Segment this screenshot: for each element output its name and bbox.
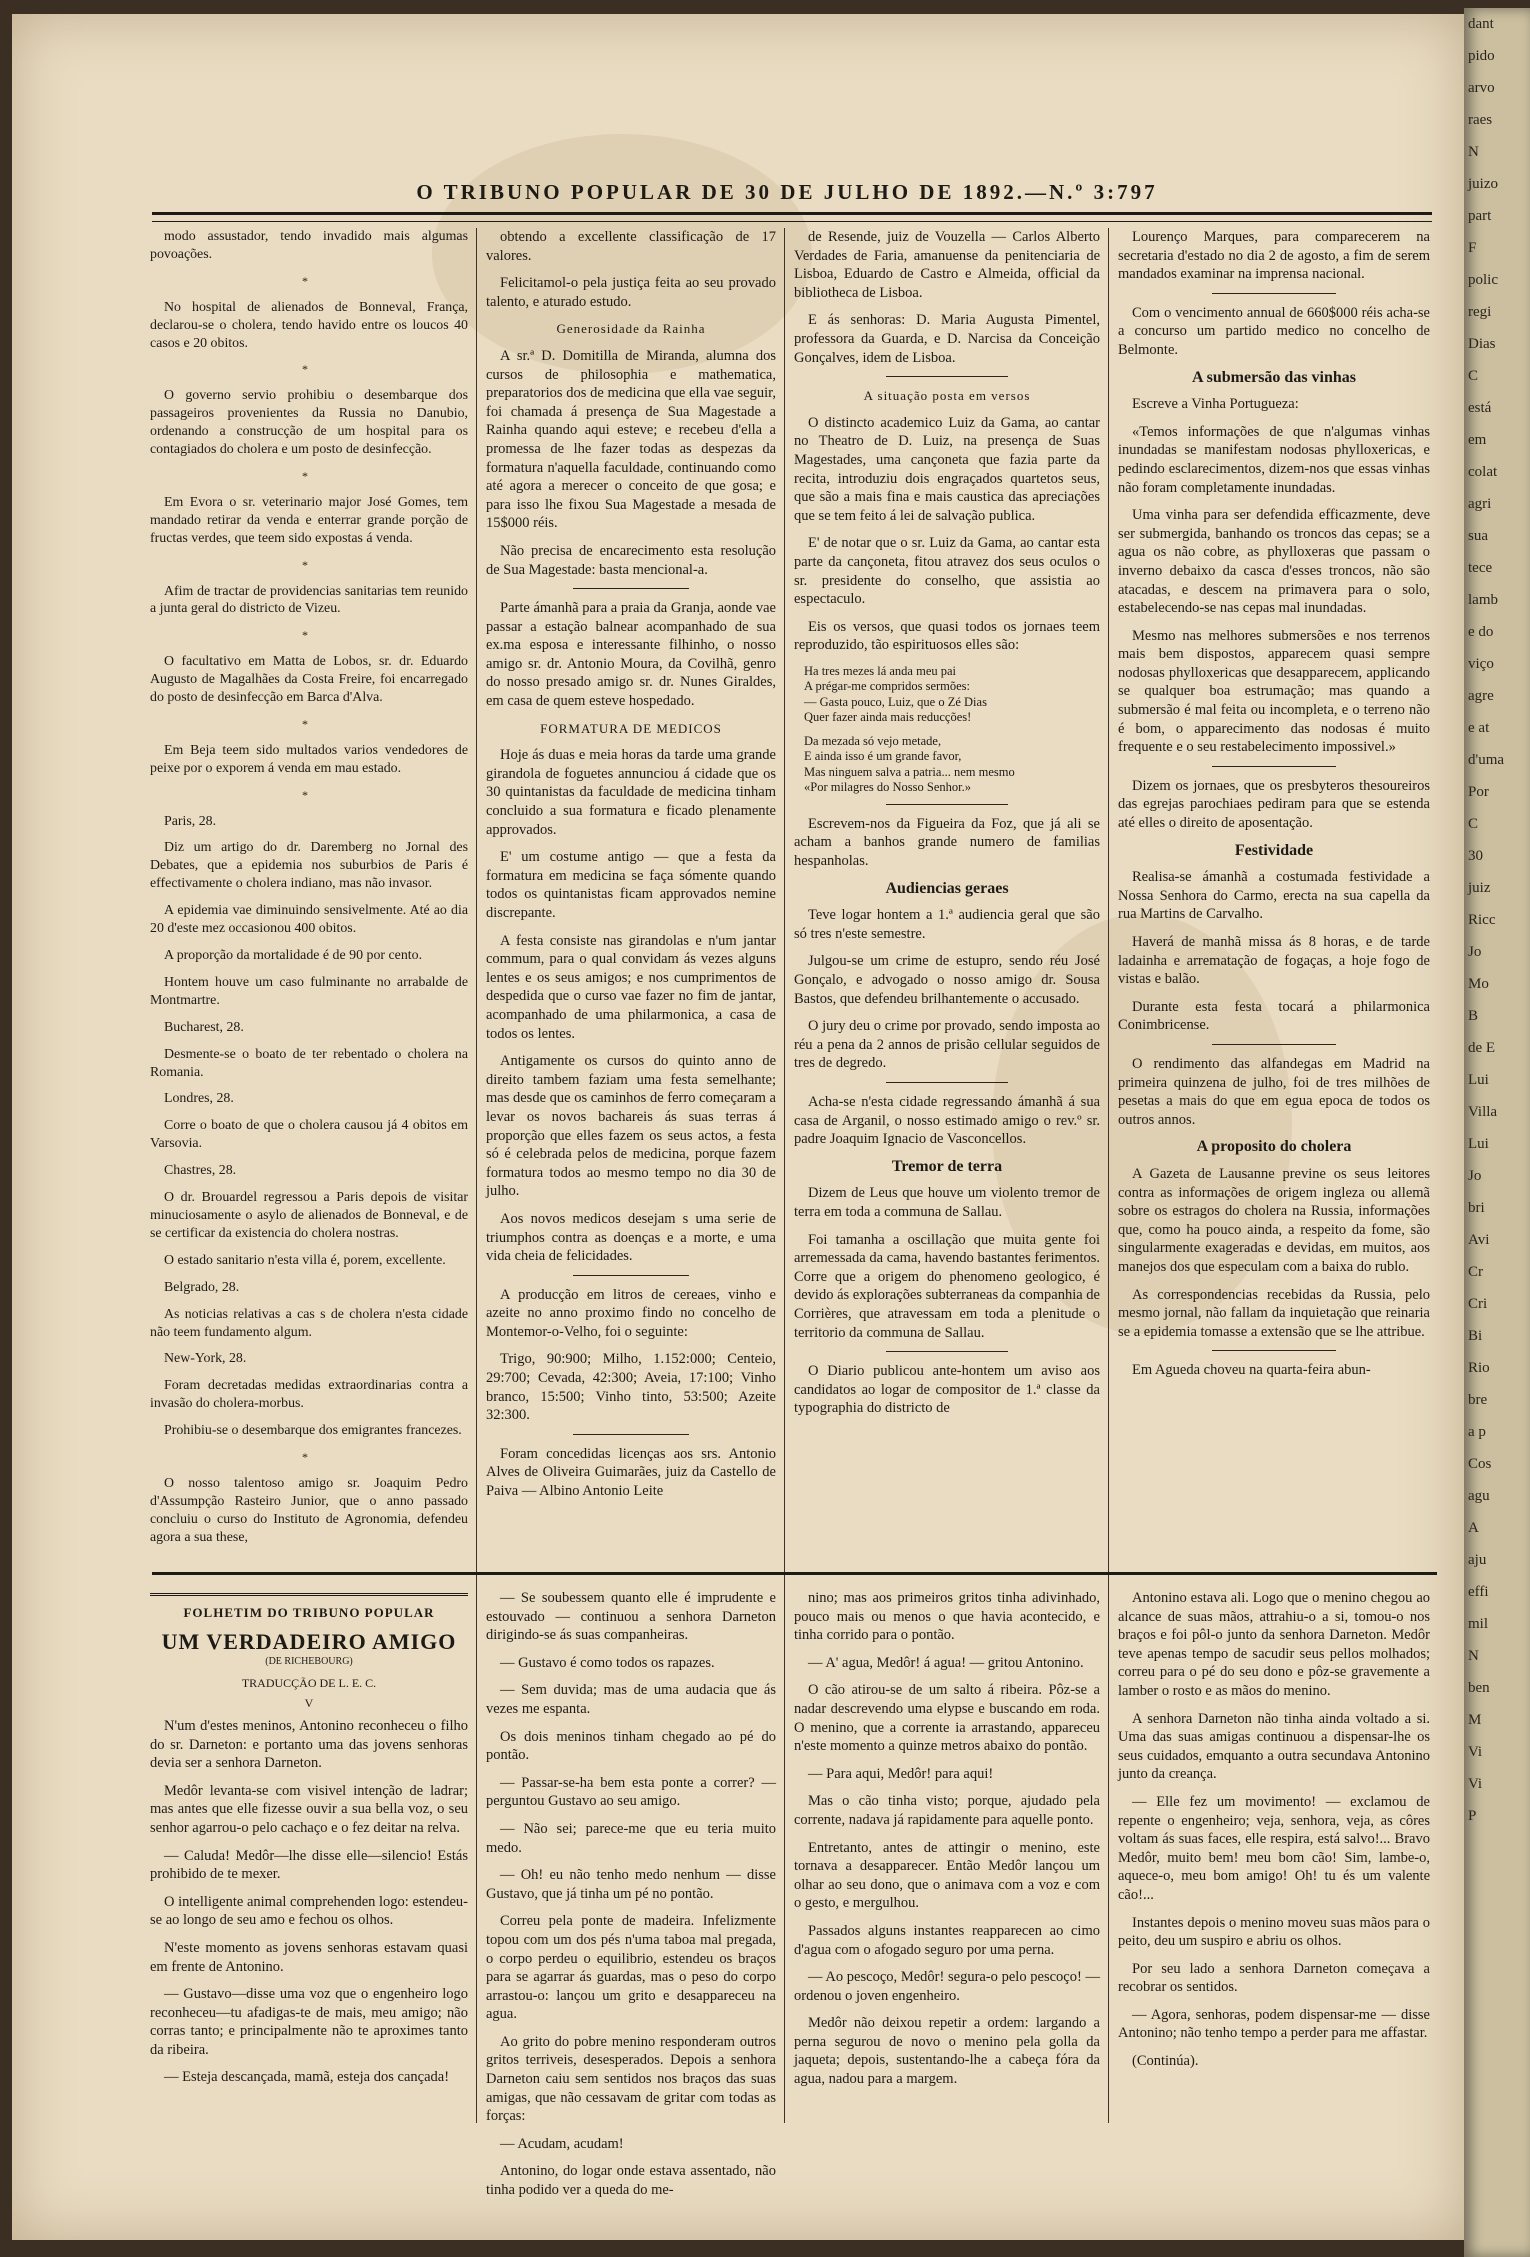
edge-fragment: aju <box>1468 1552 1487 1568</box>
edge-fragment: lamb <box>1468 592 1498 608</box>
column-1 <box>150 228 468 1556</box>
edge-fragment: Vi <box>1468 1776 1483 1792</box>
paragraph: Hontem houve um caso fulminante no arrabalde de Montmartre. <box>150 974 468 1008</box>
edge-fragment: e do <box>1468 624 1494 640</box>
folhetim-rule <box>152 1572 1437 1575</box>
edge-fragment: A <box>1468 1520 1479 1536</box>
paragraph: «Temos informações de que n'algumas vinhas inundadas se manifestam nodosas phylloxericas, e pedindo esclarecimentos, dizem-nos que essas vinhas não foram completamente inundadas. <box>1118 423 1430 496</box>
folhetim-paragraph: Ao grito do pobre menino responderam outros gritos terriveis, desesperados. Depois a senhora Darneton caiu sem sentidos nos braços das suas amigas, que não cessavam de gritar com todas as forças: <box>486 2033 776 2125</box>
paragraph: Afim de tractar de providencias sanitarias tem reunido a junta geral do districto de Vizeu. <box>150 583 468 617</box>
section-divider <box>573 1275 689 1276</box>
paragraph: de Resende, juiz de Vouzella — Carlos Alberto Verdades de Faria, amanuense da penitenciaria de Lisboa, Eduardo de Castro e Almeida, official da bibliotheca de Lisboa. <box>794 229 1100 301</box>
folhetim-paragraph: Os dois meninos tinham chegado ao pé do pontão. <box>486 1728 776 1764</box>
verse-line: E ainda isso é um grande favor, <box>804 749 962 764</box>
column-3 <box>794 228 1100 1427</box>
column-2 <box>486 228 776 1510</box>
edge-fragment: M <box>1468 1712 1482 1728</box>
newspaper-page <box>12 14 1464 2240</box>
paragraph: Haverá de manhã missa ás 8 horas, e de tarde ladainha e arrematação de fogaças, a hoje fogo de vistas e balão. <box>1118 934 1430 988</box>
folhetim-paragraph: — Gustavo—disse uma voz que o engenheiro logo reconheceu—tu afadigas-te de mais, meu amigo; não corras tanto; e principalmente não te aproximes tanto da ribeira. <box>150 1986 468 2058</box>
paragraph: E' de notar que o sr. Luiz da Gama, ao cantar esta parte da cançoneta, fitou atravez dos seus oculos o sr. presidente do conselho, que assistia ao espectaculo. <box>794 535 1100 608</box>
paragraph: Escreve a Vinha Portugueza: <box>1132 396 1299 413</box>
folhetim-paragraph: Correu pela ponte de madeira. Infelizmente topou com um dos pés n'uma taboa mal pregada, o corpo perdeu o equilibrio, estendeu os braços para se agarrar ás guardas, mas o peso do corpo arrastou-o: lançou um grito e desappareceu na agua. <box>486 1913 776 2023</box>
paragraph: O Diario publicou ante-hontem um aviso aos candidatos ao logar de compositor de 1.ª classe da typographia do districto de <box>794 1363 1100 1417</box>
section-title: FORMATURA DE MEDICOS <box>540 720 722 736</box>
verse-line: Mas ninguem salva a patria... nem mesmo <box>804 764 1015 779</box>
edge-fragment: Vi <box>1468 1744 1483 1760</box>
folhetim-paragraph: — A' agua, Medôr! á agua! — gritou Antonino. <box>808 1654 1084 1671</box>
folhetim-paragraph: — Acudam, acudam! <box>500 2135 624 2152</box>
edge-fragment: está <box>1468 400 1492 416</box>
edge-fragment: Rio <box>1468 1360 1490 1376</box>
paragraph: Paris, 28. <box>164 813 217 829</box>
folhetim-paragraph: — Agora, senhoras, podem dispensar-me — disse Antonino; não tenho tempo a perder para me affastar. <box>1118 2006 1430 2042</box>
paragraph: Lourenço Marques, para comparecerem na secretaria d'estado no dia 2 de agosto, a fim de serem mandados examinar na imprensa nacional. <box>1118 229 1430 283</box>
paragraph: Foi tamanha a oscillação que muita gente foi arremessada da cama, havendo bastantes ferimentos. Corre que a origem do phenomeno geologico, é devido ás explorações subterraneas da companhia de Corrières, que atravessam em toda a plenitude o territorio da communa de Sallau. <box>794 1231 1100 1341</box>
paragraph: Realisa-se ámanhã a costumada festividade a Nossa Senhora do Carmo, erecta na sua capella da rua Martins de Carvalho. <box>1118 869 1430 923</box>
edge-fragment: C <box>1468 368 1479 384</box>
paragraph: Dizem de Leus que houve um violento tremor de terra em toda a communa de Sallau. <box>794 1185 1100 1220</box>
paragraph: O dr. Brouardel regressou a Paris depois de visitar minuciosamente o asylo de alienados de Bonneval, e de se certificar da existencia do cholera nostras. <box>150 1190 468 1241</box>
section-divider <box>886 376 1008 377</box>
paragraph: New-York, 28. <box>164 1351 247 1367</box>
paragraph: O jury deu o crime por provado, sendo imposta ao réu a pena da 2 annos de prisão cellular seguidos de tres de degredo. <box>794 1018 1100 1072</box>
section-divider <box>573 588 689 589</box>
edge-fragment: Avi <box>1468 1232 1490 1248</box>
paragraph: Em Agueda choveu na quarta-feira abun- <box>1132 1362 1371 1379</box>
folhetim-paragraph: — Elle fez um movimento! — exclamou de repente o engenheiro; veja, senhora, veja, as côres voltam ás suas faces, elle respira, está salvo!... Bravo Medôr, muito bem! meu bom cão! Sim, lambe-o, aquece-o, meu bom amigo! Oh! tu és um valente cão!... <box>1118 1793 1430 1903</box>
paragraph: As noticias relativas a cas s de cholera n'esta cidade não teem fundamento algum. <box>150 1306 468 1340</box>
edge-fragment: agu <box>1468 1488 1490 1504</box>
separator-stars: * <box>302 787 316 802</box>
edge-fragment: Villa <box>1468 1104 1498 1120</box>
section-divider <box>886 1082 1008 1083</box>
paragraph: Prohibiu-se o desembarque dos emigrantes francezes. <box>164 1423 462 1439</box>
paragraph: O distincto academico Luiz da Gama, ao cantar no Theatro de D. Luiz, na presença de Suas Magestades, uma cançoneta que fazia parte da recita, introduziu dois engraçados quartetos seus, que são a mais fina e mais caustica das apreciações que se tem feito á lei de salvação publica. <box>794 414 1100 524</box>
folhetim-column-3 <box>794 1589 1100 2098</box>
paragraph: Desmente-se o boato de ter rebentado o cholera na Romania. <box>150 1046 468 1080</box>
separator-stars: * <box>302 557 316 572</box>
paragraph: Trigo, 90:900; Milho, 1.152:000; Centeio, 29:700; Cevada, 42:300; Aveia, 17:100; Vinho branco, 15:500; Vinho tinto, 53:500; Azeite 32:300. <box>486 1351 776 1424</box>
folhetim-paragraph: — Gustavo é como todos os rapazes. <box>500 1654 715 1671</box>
paragraph: Foram decretadas medidas extraordinarias contra a invasão do cholera-morbus. <box>150 1378 468 1412</box>
folhetim-paragraph: N'este momento as jovens senhoras estavam quasi em frente de Antonino. <box>150 1939 468 1975</box>
folhetim-author: (DE RICHEBOURG) <box>265 1656 353 1668</box>
folhetim-paragraph: Mas o cão tinha visto; porque, ajudado pela corrente, nadava já rapidamente para aquelle ponto. <box>794 1793 1100 1828</box>
edge-fragment: Por <box>1468 784 1489 800</box>
folhetim-column-4 <box>1118 1589 1430 2080</box>
edge-fragment: agri <box>1468 496 1492 512</box>
edge-fragment: regi <box>1468 304 1492 320</box>
edge-fragment: ben <box>1468 1680 1490 1696</box>
folhetim-paragraph: — Para aqui, Medôr! para aqui! <box>808 1765 994 1782</box>
edge-fragment: d'uma <box>1468 752 1505 768</box>
paragraph: Escrevem-nos da Figueira da Foz, que já ali se acham a banhos grande numero de familias hespanholas. <box>794 815 1100 870</box>
edge-fragment: bri <box>1468 1200 1485 1216</box>
paragraph: Foram concedidas licenças aos srs. Antonio Alves de Oliveira Guimarães, juiz da Castello de Paiva — Albino Antonio Leite <box>486 1445 776 1500</box>
page-header: O TRIBUNO POPULAR DE 30 DE JULHO DE 1892.—N.º 3:797 <box>416 180 1158 204</box>
folhetim-paragraph: Passados alguns instantes reapparecen ao cimo d'agua com o afogado seguro por uma perna. <box>794 1922 1100 1958</box>
verse-line: Quer fazer ainda mais reducções! <box>804 710 972 725</box>
edge-fragment: Dias <box>1468 336 1496 352</box>
folhetim-column-2 <box>486 1589 776 2209</box>
paragraph: Parte ámanhã para a praia da Granja, aonde vae passar a estação balnear acompanhado de sua ex.ma esposa e interessante filhinho, o nosso amigo sr. dr. Antonio Moura, da Covilhã, genro do nosso presado amigo sr. dr. Nunes Giraldes, em casa de quem esteve hospedado. <box>486 600 776 710</box>
folhetim-paragraph: nino; mas aos primeiros gritos tinha adivinhado, pouco mais ou menos o que havia acontecido, e tinha corrido para o pontão. <box>794 1590 1100 1644</box>
separator-stars: * <box>302 1450 316 1465</box>
edge-fragment: Cri <box>1468 1296 1488 1312</box>
section-divider <box>573 1434 689 1435</box>
edge-fragment: Bi <box>1468 1328 1483 1344</box>
edge-fragment: tece <box>1468 560 1493 576</box>
edge-fragment: colat <box>1468 464 1498 480</box>
paragraph: Mesmo nas melhores submersões e nos terrenos mais bem dispostos, apparecem quasi sempre nodosas phylloxericas que desapparecem, applicando se qualquer boa estrumação; mas quando a submersão é mal feita ou incompleta, e o terreno não é bom, o apparecimento das nodosas é muito frequente e o seu restabelecimento impossivel.» <box>1118 627 1430 756</box>
edge-fragment: F <box>1468 240 1477 256</box>
verse-line: Da mezada só vejo metade, <box>804 733 942 748</box>
verse-line: — Gasta pouco, Luiz, que o Zé Dias <box>804 694 987 709</box>
folhetim-paragraph: — Ao pescoço, Medôr! segura-o pelo pescoço! — ordenou o joven engenheiro. <box>794 1969 1100 2004</box>
edge-fragment: Jo <box>1468 944 1482 960</box>
verse-line: «Por milagres do Nosso Senhor.» <box>804 780 972 795</box>
paragraph: Teve logar hontem a 1.ª audiencia geral que são só tres n'este semestre. <box>794 907 1100 942</box>
edge-fragment: arvo <box>1468 80 1495 96</box>
paragraph: A Gazeta de Lausanne previne os seus leitores contra as informações de origem ingleza ou allemã sobre os estragos do cholera na Russia, informações que, como ha pouco ainda, a respeito da fome, são singularmente exageradas e devidas, em muitos, aos manejos dos que especulam com a baixa do rublo. <box>1118 1165 1430 1275</box>
edge-fragment: viço <box>1468 656 1494 672</box>
section-title: A proposito do cholera <box>1196 1138 1352 1156</box>
folhetim-paragraph: — Caluda! Medôr—lhe disse elle—silencio! Estás prohibido de te mexer. <box>150 1847 468 1883</box>
folhetim-paragraph: — Não sei; parece-me que eu teria muito medo. <box>486 1820 776 1856</box>
paragraph: Diz um artigo do dr. Daremberg no Jornal des Debates, que a epidemia nos suburbios de Paris é effectivamente o cholera indiano, mas não invasor. <box>150 840 468 892</box>
separator-stars: * <box>302 362 316 377</box>
paragraph: modo assustador, tendo invadido mais algumas povoações. <box>150 229 468 262</box>
folhetim-paragraph: Medôr não deixou repetir a ordem: largando a perna segurou de novo o menino pela golla da jaqueta; depois, sustentando-lhe a cabeça fóra da agua, nadou para a margem. <box>794 2015 1100 2088</box>
edge-fragment: part <box>1468 208 1492 224</box>
separator-stars: * <box>302 716 316 731</box>
folhetim-paragraph: O cão atirou-se de um salto á ribeira. Pôz-se a nadar descrevendo uma elypse e buscando em roda. O menino, que a corrente ia arrastando, appareceu n'este momento a quinze metros abaixo do pontão. <box>794 1682 1100 1755</box>
edge-fragment: juizo <box>1468 176 1498 192</box>
paragraph: Belgrado, 28. <box>164 1279 240 1295</box>
paragraph: A epidemia vae diminuindo sensivelmente. Até ao dia 20 d'este mez occasionou 400 obitos. <box>150 903 468 937</box>
edge-fragment: mil <box>1468 1616 1489 1632</box>
edge-fragment: juiz <box>1468 880 1491 896</box>
folhetim-paragraph: Antonino estava ali. Logo que o menino chegou ao alcance de suas mãos, attrahiu-o a si, tomou-o nos braços e foi pôl-o junto da senhora Darneton. Medôr teve apenas tempo de sacudir seus pellos molhados; correu para o pé do seu dono e pôz-se gravemente a lamber o rosto e as mãos do menino. <box>1118 1590 1430 1699</box>
section-divider <box>886 1351 1008 1352</box>
paragraph: Dizem os jornaes, que os presbyteros thesoureiros das egrejas parochiaes pediram para que se estenda até elles o direito de aposentação. <box>1118 777 1430 832</box>
edge-fragment: Lui <box>1468 1072 1489 1088</box>
folhetim-paragraph: (Continúa). <box>1132 2053 1199 2070</box>
edge-fragment: Ricc <box>1468 912 1496 928</box>
paragraph: Em Beja teem sido multados varios vendedores de peixe por o exporem á venda em mau estado. <box>150 742 468 776</box>
folhetim-header: FOLHETIM DO TRIBUNO POPULAR <box>150 1593 468 1623</box>
edge-fragment: dant <box>1468 16 1494 32</box>
edge-fragment: N <box>1468 144 1479 160</box>
paragraph: Durante esta festa tocará a philarmonica Conimbricense. <box>1118 998 1430 1034</box>
paragraph: No hospital de alienados de Bonneval, França, declarou-se o cholera, tendo havido entre os loucos 40 casos e 20 obitos. <box>150 299 468 351</box>
edge-fragment: P <box>1468 1808 1477 1824</box>
paragraph: O rendimento das alfandegas em Madrid na primeira quinzena de julho, foi de tres milhões de pesetas a mais do que em egua epoca de todos os outros annos. <box>1118 1055 1430 1128</box>
edge-fragment: Cos <box>1468 1456 1492 1472</box>
paragraph: O nosso talentoso amigo sr. Joaquim Pedro d'Assumpção Rasteiro Junior, que o anno passado concluiu o curso do Instituto de Agronomia, defendeu agora a sua these, <box>150 1475 468 1545</box>
paragraph: Bucharest, 28. <box>164 1019 244 1035</box>
paragraph: E' um costume antigo — que a festa da formatura em medicina se faça sómente quando todos os quintanistas ficam approvados nemine discrepante. <box>486 849 776 921</box>
paragraph: Antigamente os cursos do quinto anno de direito tambem faziam uma festa semelhante; mas desde que os caminhos de ferro começaram a levar os novos bachareis ás suas terras á proporção que elles fazem os seus actos, a festa só é celebrada pelos de medicina, porque fazem formatura todos ao mesmo tempo no dia 30 de julho. <box>486 1053 776 1200</box>
section-title: Festividade <box>1234 841 1314 859</box>
edge-fragment: N <box>1468 1648 1479 1664</box>
folhetim-title: UM VERDADEIRO AMIGO <box>161 1628 457 1654</box>
section-title: A situação posta em versos <box>863 388 1031 404</box>
folhetim-paragraph: — Sem duvida; mas de uma audacia que ás vezes me espanta. <box>486 1682 776 1717</box>
paragraph: Felicitamol-o pela justiça feita ao seu provado talento, e aturado estudo. <box>486 275 776 310</box>
edge-fragment: Cr <box>1468 1264 1483 1280</box>
folhetim-paragraph: — Oh! eu não tenho medo nenhum — disse Gustavo, que já tinha um pé no pontão. <box>486 1867 776 1902</box>
paragraph: Eis os versos, que quasi todos os jornaes teem reproduzido, tão espirituosos elles são: <box>794 618 1100 654</box>
paragraph: O governo servio prohibiu o desembarque dos passageiros provenientes da Russia no Danubio, ordenando a construcção de um hospital para os contagiados do cholera e um posto de desinfecção. <box>150 388 468 458</box>
folhetim-paragraph: — Se soubessem quanto elle é imprudente e estouvado — continuou a senhora Darneton dirigindo-se ás suas companheiras. <box>486 1590 776 1644</box>
section-divider <box>886 804 1008 805</box>
edge-fragment: Jo <box>1468 1168 1482 1184</box>
folhetim-paragraph: Instantes depois o menino moveu suas mãos para o peito, deu um suspiro e abriu os olhos. <box>1118 1914 1430 1950</box>
section-divider <box>1212 766 1337 767</box>
paragraph: Corre o boato de que o cholera causou já 4 obitos em Varsovia. <box>150 1118 468 1152</box>
edge-fragment: C <box>1468 816 1479 832</box>
edge-fragment: B <box>1468 1008 1479 1024</box>
edge-fragment: em <box>1468 432 1487 448</box>
verse-line: Ha tres mezes lá anda meu pai <box>804 663 957 678</box>
folhetim-paragraph: — Passar-se-ha bem esta ponte a correr? — perguntou Gustavo ao seu amigo. <box>486 1774 776 1810</box>
section-title: A submersão das vinhas <box>1191 368 1357 386</box>
folhetim-paragraph: A senhora Darneton não tinha ainda voltado a si. Uma das suas amigas continuou a dispensar-lhe os seus cuidados, emquanto a outra secundava Antonino junto da creança. <box>1118 1710 1430 1783</box>
verse-line: A prégar-me compridos sermões: <box>804 679 971 694</box>
folhetim-paragraph: Entretanto, antes de attingir o menino, este tornava a desapparecer. Então Medôr lançou um olhar ao seu dono, que o animava com a voz e com o gesto, e mergulhou. <box>794 1839 1100 1912</box>
paragraph: Uma vinha para ser defendida efficazmente, deve ser submergida, banhando os troncos das cepas; se a agua os não cobre, as phylloxeras que passam o inverno debaixo da casca d'esses troncos, não são atacadas, e descem na primavera para o solo, estabelecendo-se nas cepas mal inundadas. <box>1118 507 1430 617</box>
paragraph: A sr.ª D. Domitilla de Miranda, alumna dos cursos de philosophia e mathematica, preparatorios dos de medicina que ella vae seguir, foi chamada á presença de Sua Magestade a Rainha quando aqui esteve; e recebeu d'ella a promessa de lhe fazer todas as despezas da formatura n'aquella faculdade, continuando como até agora a merecer o conceito de que gosa; e para isso lhe fixou Sua Magestade a mesada de 15$000 réis. <box>486 347 776 532</box>
paragraph: A producção em litros de cereaes, vinho e azeite no anno proximo findo no concelho de Montemor-o-Velho, foi o seguinte: <box>486 1286 776 1340</box>
paragraph: Londres, 28. <box>164 1091 234 1107</box>
edge-fragment: effi <box>1468 1584 1489 1600</box>
column-divider <box>476 228 477 2123</box>
paragraph: Com o vencimento annual de 660$000 réis acha-se a concurso um partido medico no concelho de Belmonte. <box>1118 304 1430 358</box>
verse-block <box>804 664 1100 726</box>
paragraph: A proporção da mortalidade é de 90 por cento. <box>164 948 423 963</box>
folhetim-paragraph: Antonino, do logar onde estava assentado, não tinha podido ver a queda do me- <box>486 2163 776 2199</box>
folhetim-paragraph: — Esteja descançada, mamã, esteja dos cançada! <box>164 2069 450 2086</box>
verse-block <box>804 734 1100 796</box>
paragraph: E ás senhoras: D. Maria Augusta Pimentel, professora da Guarda, e D. Narcisa da Conceição Gonçalves, idem de Lisboa. <box>794 312 1100 366</box>
folhetim-paragraph: N'um d'estes meninos, Antonino reconheceu o filho do sr. Darneton: e portanto uma das jovens senhoras devia ser a senhora Darneton. <box>150 1717 468 1772</box>
edge-fragment: polic <box>1468 272 1498 288</box>
edge-fragment: pido <box>1468 48 1495 64</box>
edge-fragment: e at <box>1468 720 1490 736</box>
folhetim-translation: TRADUCÇÃO DE L. E. C. <box>241 1675 377 1690</box>
separator-stars: * <box>302 273 316 288</box>
separator-stars: * <box>302 468 316 483</box>
folhetim-part-number: V <box>304 1696 314 1711</box>
paragraph: A festa consiste nas girandolas e n'um jantar commum, para o qual convidam ás vezes alguns lentes e os seus amigos; e nos cumprimentos de despedida que o curso vae fazer no fim de jantar, acompanhado de uma philarmonica, a casa de todos os lentes. <box>486 932 776 1042</box>
edge-fragment: a p <box>1468 1424 1486 1440</box>
section-title: Generosidade da Rainha <box>556 321 706 337</box>
paragraph: O estado sanitario n'esta villa é, porem, excellente. <box>164 1252 446 1268</box>
folhetim-column-1 <box>150 1589 468 2096</box>
paragraph: As correspondencias recebidas da Russia, pelo mesmo jornal, não fallam da inquietação que reinaria se a epidemia tomasse a extensão que se lhe attribue. <box>1118 1286 1430 1340</box>
edge-fragment: de E <box>1468 1040 1496 1056</box>
column-4 <box>1118 228 1430 1389</box>
folhetim-paragraph: Por seu lado a senhora Darneton começava a recobrar os sentidos. <box>1118 1960 1430 1996</box>
section-title: Tremor de terra <box>891 1157 1003 1175</box>
adjacent-page-edge <box>1464 8 1530 2257</box>
edge-fragment: bre <box>1468 1392 1488 1408</box>
paragraph: Não precisa de encarecimento esta resolução de Sua Magestade: basta mencional-a. <box>486 542 776 578</box>
edge-fragment: raes <box>1468 112 1493 128</box>
folhetim-paragraph: Medôr levanta-se com visivel intenção de ladrar; mas antes que elle fizesse ouvir a sua bella voz, o seu senhor agarrou-o pelo cachaço e o fez deitar na relva. <box>150 1782 468 1836</box>
paragraph: Acha-se n'esta cidade regressando ámanhã á sua casa de Arganil, o nosso estimado amigo o rev.º sr. padre Joaquim Ignacio de Vasconcellos. <box>794 1094 1100 1148</box>
folhetim-paragraph: O intelligente animal comprehenden logo: estendeu-se ao longo de seu amo e fechou os olhos. <box>150 1893 468 1929</box>
paragraph: Aos novos medicos desejam s uma serie de triumphos contra as doenças e a morte, e uma vida cheia de felicidades. <box>486 1210 776 1265</box>
edge-fragment: agre <box>1468 688 1494 704</box>
paragraph: obtendo a excellente classificação de 17 valores. <box>486 229 776 264</box>
edge-fragment: Lui <box>1468 1136 1489 1152</box>
section-divider <box>1212 1044 1337 1045</box>
separator-stars: * <box>302 628 316 643</box>
paragraph: Chastres, 28. <box>164 1163 237 1179</box>
paragraph: O facultativo em Matta de Lobos, sr. dr. Eduardo Augusto de Magalhães da Costa Freire, foi encarregado do posto de desinfecção em Barca d'Alva. <box>150 654 468 706</box>
paragraph: Hoje ás duas e meia horas da tarde uma grande girandola de foguetes annunciou á cidade que os 30 quintanistas da faculdade de medicina tinham concluido a sua formatura e ficado plenamente approvados. <box>486 747 776 838</box>
edge-fragment: Mo <box>1468 976 1489 992</box>
edge-fragment: sua <box>1468 528 1488 544</box>
section-divider <box>1212 293 1337 294</box>
column-divider <box>784 228 785 2123</box>
header-rule <box>152 212 1432 222</box>
paragraph: Julgou-se um crime de estupro, sendo réu José Gonçalo, e advogado o nosso amigo dr. Sousa Bastos, que defendeu brilhantemente o accusado. <box>794 953 1100 1007</box>
edge-fragment: 30 <box>1468 848 1483 864</box>
section-title: Audiencias geraes <box>885 879 1009 897</box>
section-divider <box>1212 1350 1337 1351</box>
paragraph: Em Evora o sr. veterinario major José Gomes, tem mandado retirar da venda e enterrar grande porção de fructas verdes, que teem sido expostas á venda. <box>150 494 468 546</box>
column-divider <box>1108 228 1109 2123</box>
